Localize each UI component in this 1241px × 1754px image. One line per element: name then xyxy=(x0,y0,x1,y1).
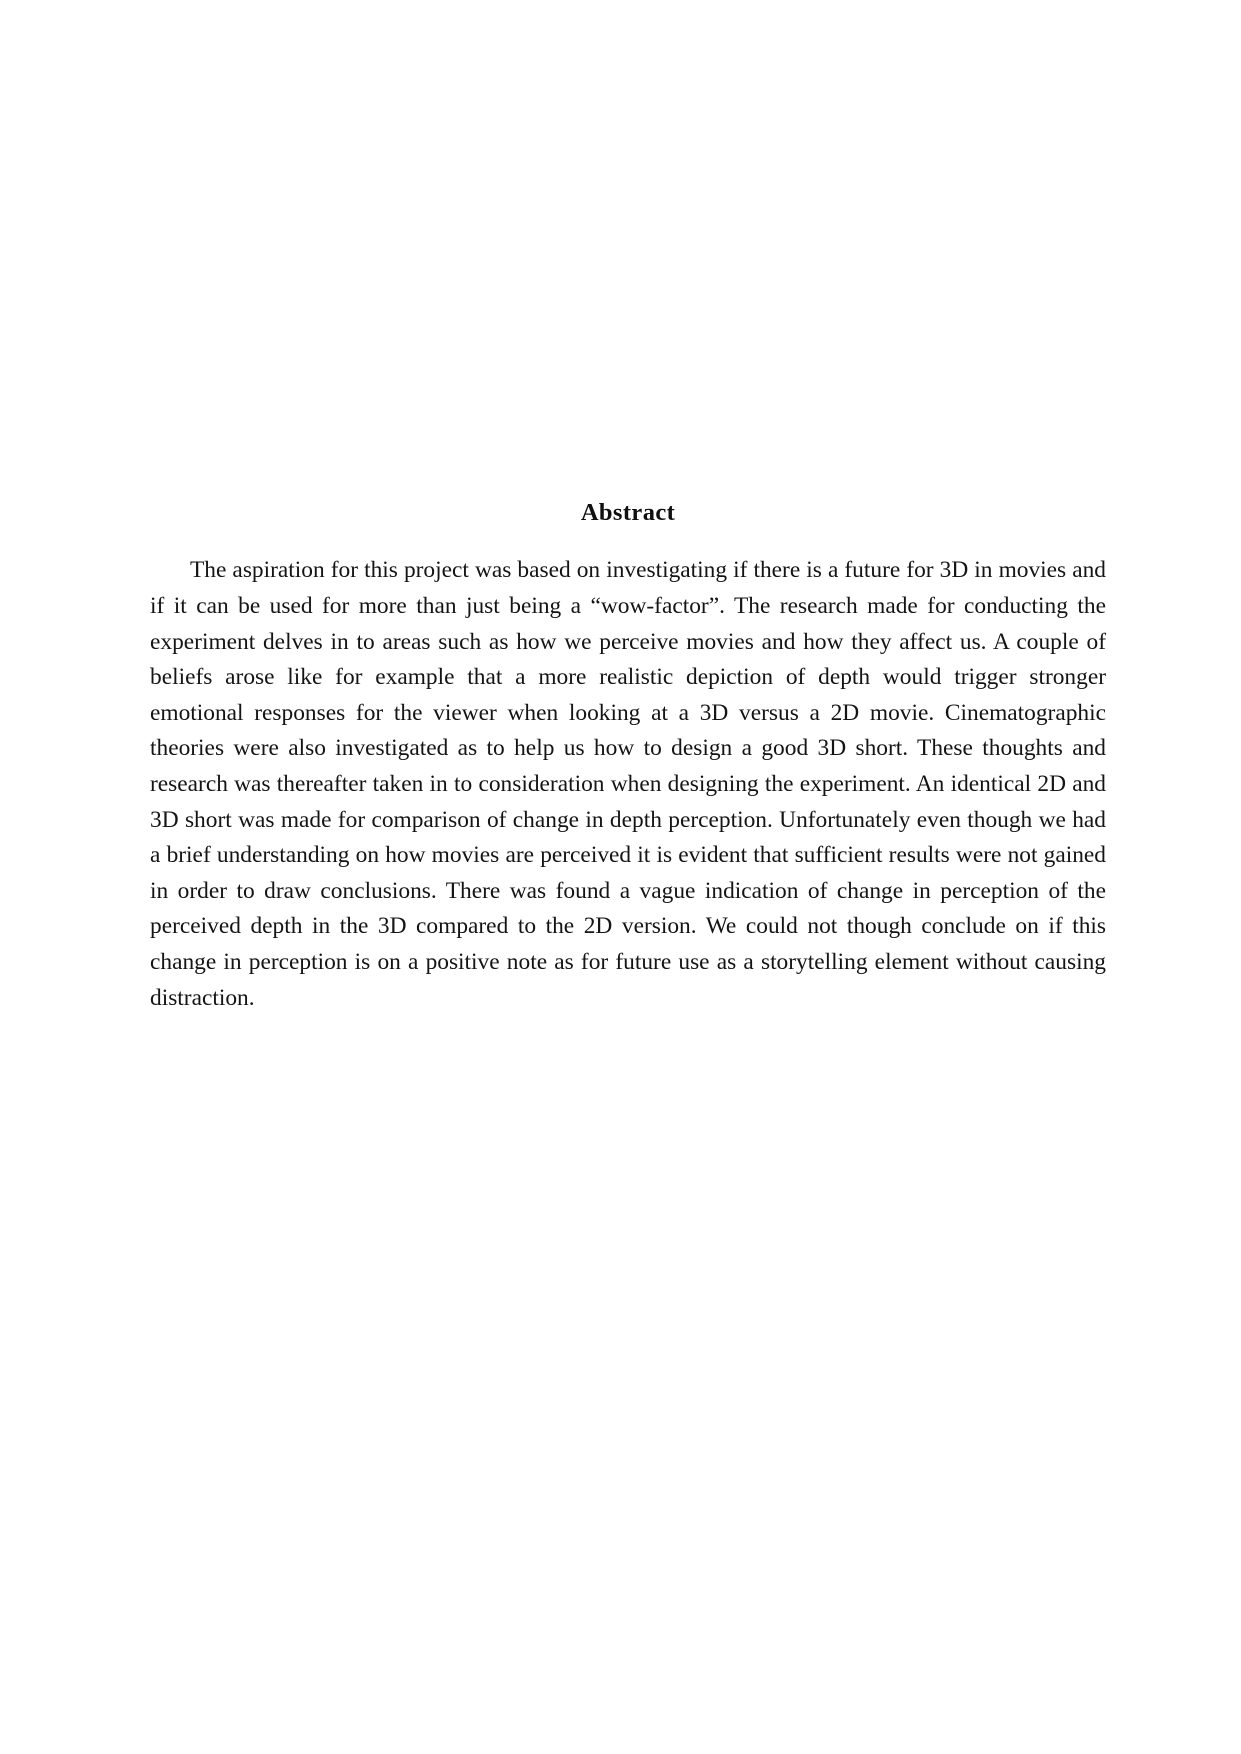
abstract-body-text: The aspiration for this project was based on investigating if there is a future for 3D in movies and if it can be used for more than just being a “wow-factor”. The research made for conducting the experiment delves in to areas such as how we perceive movies and how they affect us. A couple of beliefs arose like for example that a more realistic depiction of depth would trigger stronger emotional responses for the viewer when looking at a 3D versus a 2D movie. Cinematographic theories were also investigated as to help us how to design a good 3D short. These thoughts and research was thereafter taken in to consideration when designing the experiment. An identical 2D and 3D short was made for comparison of change in depth perception. Unfortunately even though we had a brief understanding on how movies are perceived it is evident that sufficient results were not gained in order to draw conclusions. There was found a vague indication of change in perception of the perceived depth in the 3D compared to the 2D version. We could not though conclude on if this change in perception is on a positive note as for future use as a storytelling element without causing distraction. xyxy=(150,557,1106,1011)
abstract-heading: Abstract xyxy=(580,499,676,526)
abstract-section xyxy=(150,498,1106,1016)
